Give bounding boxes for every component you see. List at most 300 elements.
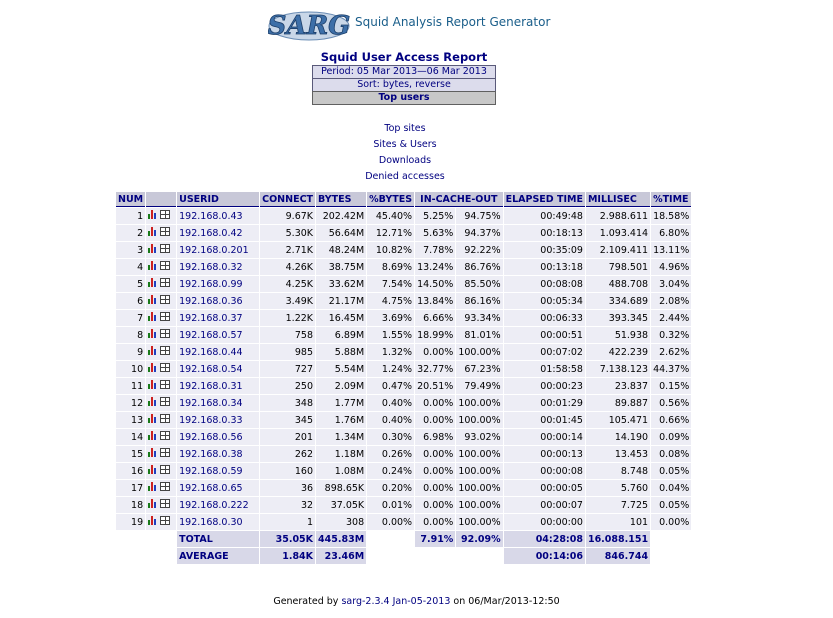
average-connect: 1.84K [260, 548, 315, 564]
row-elapsed: 00:49:48 [504, 208, 585, 224]
row-connect: 32 [260, 497, 315, 513]
row-userid[interactable] [177, 361, 259, 377]
row-in-cache: 0.00% [415, 412, 455, 428]
row-elapsed: 00:01:45 [504, 412, 585, 428]
userid-link[interactable]: 192.168.0.43 [179, 210, 243, 222]
row-connect: 758 [260, 327, 315, 343]
graph-icon[interactable] [148, 210, 158, 219]
userid-link[interactable]: 192.168.0.34 [179, 397, 243, 409]
row-bytes: 56.64M [316, 225, 366, 241]
row-pct-bytes: 0.30% [367, 429, 414, 445]
row-millisec: 7.138.123 [586, 361, 650, 377]
row-icons [146, 480, 176, 496]
graph-icon[interactable] [148, 227, 158, 236]
link-top-sites[interactable]: Top sites [384, 123, 426, 134]
row-connect: 160 [260, 463, 315, 479]
table-row [116, 310, 691, 326]
time-report-icon[interactable] [160, 482, 170, 491]
row-pct-bytes: 0.47% [367, 378, 414, 394]
graph-icon[interactable] [148, 397, 158, 406]
table-row [116, 429, 691, 445]
row-pct-bytes: 10.82% [367, 242, 414, 258]
table-row [116, 395, 691, 411]
row-num: 19 [116, 514, 145, 530]
row-millisec: 13.453 [586, 446, 650, 462]
row-in-cache: 0.00% [415, 497, 455, 513]
graph-icon[interactable] [148, 278, 158, 287]
time-report-icon[interactable] [160, 380, 170, 389]
time-report-icon[interactable] [160, 363, 170, 372]
row-pct-bytes: 1.32% [367, 344, 414, 360]
row-bytes: 1.08M [316, 463, 366, 479]
row-pct-time: 0.00% [651, 514, 691, 530]
row-pct-bytes: 7.54% [367, 276, 414, 292]
row-userid[interactable] [177, 276, 259, 292]
row-userid[interactable] [177, 293, 259, 309]
table-row [116, 259, 691, 275]
row-elapsed: 00:18:13 [504, 225, 585, 241]
row-elapsed: 00:00:51 [504, 327, 585, 343]
row-icons [146, 463, 176, 479]
table-row [116, 276, 691, 292]
row-userid[interactable] [177, 378, 259, 394]
time-report-icon[interactable] [160, 346, 170, 355]
footer-prefix: Generated by [273, 596, 339, 607]
userid-link[interactable]: 192.168.0.99 [179, 278, 243, 290]
row-pct-bytes: 1.24% [367, 361, 414, 377]
row-pct-bytes: 45.40% [367, 208, 414, 224]
userid-link[interactable]: 192.168.0.37 [179, 312, 243, 324]
table-row [116, 497, 691, 513]
row-pct-time: 0.09% [651, 429, 691, 445]
row-userid[interactable] [177, 446, 259, 462]
row-pct-time: 0.56% [651, 395, 691, 411]
row-in-cache: 14.50% [415, 276, 455, 292]
row-elapsed: 00:00:00 [504, 514, 585, 530]
row-icons [146, 242, 176, 258]
total-out-cache: 92.09% [456, 531, 502, 547]
row-pct-bytes: 3.69% [367, 310, 414, 326]
row-millisec: 89.887 [586, 395, 650, 411]
table-row [116, 344, 691, 360]
row-pct-bytes: 8.69% [367, 259, 414, 275]
svg-text:SARG: SARG [268, 11, 350, 41]
row-in-cache: 0.00% [415, 463, 455, 479]
row-millisec: 393.345 [586, 310, 650, 326]
row-num: 17 [116, 480, 145, 496]
userid-link[interactable]: 192.168.0.65 [179, 482, 243, 494]
row-userid[interactable] [177, 497, 259, 513]
graph-icon[interactable] [148, 465, 158, 474]
row-num: 4 [116, 259, 145, 275]
row-icons [146, 310, 176, 326]
table-row [116, 208, 691, 224]
row-pct-time: 3.04% [651, 276, 691, 292]
row-pct-time: 0.05% [651, 497, 691, 513]
time-report-icon[interactable] [160, 312, 170, 321]
row-bytes: 16.45M [316, 310, 366, 326]
row-elapsed: 00:00:08 [504, 463, 585, 479]
row-pct-bytes: 0.00% [367, 514, 414, 530]
row-pct-time: 6.80% [651, 225, 691, 241]
userid-link[interactable]: 192.168.0.56 [179, 431, 243, 443]
row-in-cache: 6.98% [415, 429, 455, 445]
row-connect: 2.71K [260, 242, 315, 258]
table-row [116, 242, 691, 258]
row-num: 9 [116, 344, 145, 360]
row-in-cache: 0.00% [415, 446, 455, 462]
row-icons [146, 446, 176, 462]
row-out-cache: 100.00% [456, 446, 502, 462]
row-elapsed: 00:05:34 [504, 293, 585, 309]
row-userid[interactable] [177, 395, 259, 411]
row-pct-time: 13.11% [651, 242, 691, 258]
graph-icon[interactable] [148, 448, 158, 457]
total-label: TOTAL [177, 531, 259, 547]
time-report-icon[interactable] [160, 295, 170, 304]
total-elapsed: 04:28:08 [504, 531, 585, 547]
row-num: 15 [116, 446, 145, 462]
graph-icon[interactable] [148, 261, 158, 270]
table-row [116, 446, 691, 462]
row-out-cache: 100.00% [456, 514, 502, 530]
row-elapsed: 00:01:29 [504, 395, 585, 411]
row-pct-time: 4.96% [651, 259, 691, 275]
row-icons [146, 514, 176, 530]
time-report-icon[interactable] [160, 414, 170, 423]
row-out-cache: 92.22% [456, 242, 502, 258]
top-users-label: Top users [312, 91, 496, 105]
sarg-logo[interactable] [268, 6, 350, 42]
link-sites-users[interactable]: Sites & Users [373, 139, 437, 150]
row-out-cache: 67.23% [456, 361, 502, 377]
row-in-cache: 5.63% [415, 225, 455, 241]
footer-suffix: on 06/Mar/2013-12:50 [453, 596, 560, 607]
row-in-cache: 7.78% [415, 242, 455, 258]
row-elapsed: 00:08:08 [504, 276, 585, 292]
col-userid: USERID [177, 192, 259, 207]
row-icons [146, 276, 176, 292]
table-row [116, 225, 691, 241]
link-downloads[interactable]: Downloads [378, 155, 432, 166]
row-connect: 348 [260, 395, 315, 411]
row-pct-time: 44.37% [651, 361, 691, 377]
row-bytes: 48.24M [316, 242, 366, 258]
col-elapsed-time: ELAPSED TIME [504, 192, 585, 207]
row-num: 2 [116, 225, 145, 241]
row-icons [146, 412, 176, 428]
graph-icon[interactable] [148, 295, 158, 304]
userid-link[interactable]: 192.168.0.44 [179, 346, 243, 358]
total-bytes: 445.83M [316, 531, 366, 547]
footer [0, 596, 833, 607]
row-bytes: 21.17M [316, 293, 366, 309]
graph-icon[interactable] [148, 380, 158, 389]
row-millisec: 5.760 [586, 480, 650, 496]
userid-link[interactable]: 192.168.0.36 [179, 295, 243, 307]
userid-link[interactable]: 192.168.0.59 [179, 465, 243, 477]
row-connect: 1 [260, 514, 315, 530]
row-in-cache: 20.51% [415, 378, 455, 394]
average-label: AVERAGE [177, 548, 259, 564]
graph-icon[interactable] [148, 329, 158, 338]
row-in-cache: 0.00% [415, 480, 455, 496]
row-pct-time: 0.08% [651, 446, 691, 462]
row-pct-bytes: 0.40% [367, 412, 414, 428]
userid-link[interactable]: 192.168.0.42 [179, 227, 243, 239]
total-millisec: 16.088.151 [586, 531, 650, 547]
time-report-icon[interactable] [160, 516, 170, 525]
userid-link[interactable]: 192.168.0.33 [179, 414, 243, 426]
col-num: NUM [116, 192, 145, 207]
col-bytes: BYTES [316, 192, 366, 207]
footer-sarg-link[interactable]: sarg-2.3.4 Jan-05-2013 [341, 596, 451, 607]
row-userid[interactable] [177, 259, 259, 275]
row-userid[interactable] [177, 429, 259, 445]
row-out-cache: 79.49% [456, 378, 502, 394]
row-icons [146, 225, 176, 241]
time-report-icon[interactable] [160, 465, 170, 474]
row-num: 16 [116, 463, 145, 479]
time-report-icon[interactable] [160, 227, 170, 236]
time-report-icon[interactable] [160, 244, 170, 253]
row-in-cache: 13.84% [415, 293, 455, 309]
row-elapsed: 00:00:13 [504, 446, 585, 462]
row-elapsed: 00:00:07 [504, 497, 585, 513]
userid-link[interactable]: 192.168.0.222 [179, 499, 249, 511]
time-report-icon[interactable] [160, 210, 170, 219]
table-row [116, 378, 691, 394]
row-out-cache: 100.00% [456, 480, 502, 496]
graph-icon[interactable] [148, 312, 158, 321]
row-pct-bytes: 0.26% [367, 446, 414, 462]
row-userid[interactable] [177, 242, 259, 258]
row-connect: 727 [260, 361, 315, 377]
row-bytes: 5.54M [316, 361, 366, 377]
row-bytes: 33.62M [316, 276, 366, 292]
userid-link[interactable]: 192.168.0.57 [179, 329, 243, 341]
row-in-cache: 18.99% [415, 327, 455, 343]
col-in-cache-out: IN-CACHE-OUT [415, 192, 503, 207]
userid-link[interactable]: 192.168.0.54 [179, 363, 243, 375]
row-millisec: 105.471 [586, 412, 650, 428]
graph-icon[interactable] [148, 516, 158, 525]
row-connect: 345 [260, 412, 315, 428]
row-elapsed: 00:00:05 [504, 480, 585, 496]
col-millisec: MILLISEC [586, 192, 650, 207]
table-row [116, 327, 691, 343]
graph-icon[interactable] [148, 414, 158, 423]
graph-icon[interactable] [148, 244, 158, 253]
row-connect: 262 [260, 446, 315, 462]
row-out-cache: 100.00% [456, 344, 502, 360]
row-icons [146, 395, 176, 411]
row-icons [146, 378, 176, 394]
row-out-cache: 100.00% [456, 412, 502, 428]
average-elapsed: 00:14:06 [504, 548, 585, 564]
userid-link[interactable]: 192.168.0.38 [179, 448, 243, 460]
row-millisec: 422.239 [586, 344, 650, 360]
row-pct-time: 2.08% [651, 293, 691, 309]
row-bytes: 898.65K [316, 480, 366, 496]
row-icons [146, 293, 176, 309]
row-in-cache: 0.00% [415, 514, 455, 530]
row-num: 6 [116, 293, 145, 309]
row-connect: 201 [260, 429, 315, 445]
row-pct-time: 18.58% [651, 208, 691, 224]
row-connect: 36 [260, 480, 315, 496]
row-bytes: 1.76M [316, 412, 366, 428]
time-report-icon[interactable] [160, 431, 170, 440]
table-row [116, 463, 691, 479]
table-row [116, 361, 691, 377]
graph-icon[interactable] [148, 346, 158, 355]
row-elapsed: 01:58:58 [504, 361, 585, 377]
row-out-cache: 93.02% [456, 429, 502, 445]
row-icons [146, 327, 176, 343]
time-report-icon[interactable] [160, 499, 170, 508]
row-num: 14 [116, 429, 145, 445]
row-millisec: 7.725 [586, 497, 650, 513]
row-pct-time: 0.15% [651, 378, 691, 394]
row-num: 12 [116, 395, 145, 411]
row-out-cache: 86.76% [456, 259, 502, 275]
row-millisec: 101 [586, 514, 650, 530]
col-icons [146, 192, 176, 207]
row-pct-bytes: 0.24% [367, 463, 414, 479]
row-out-cache: 94.75% [456, 208, 502, 224]
time-report-icon[interactable] [160, 278, 170, 287]
row-in-cache: 5.25% [415, 208, 455, 224]
row-millisec: 8.748 [586, 463, 650, 479]
row-bytes: 308 [316, 514, 366, 530]
row-icons [146, 497, 176, 513]
total-in-cache: 7.91% [415, 531, 455, 547]
row-millisec: 51.938 [586, 327, 650, 343]
report-title: Squid User Access Report [320, 50, 488, 64]
row-pct-bytes: 0.01% [367, 497, 414, 513]
col-pct-time: %TIME [651, 192, 691, 207]
table-row [116, 480, 691, 496]
graph-icon[interactable] [148, 499, 158, 508]
row-millisec: 488.708 [586, 276, 650, 292]
graph-icon[interactable] [148, 431, 158, 440]
row-elapsed: 00:00:14 [504, 429, 585, 445]
row-icons [146, 259, 176, 275]
row-userid[interactable] [177, 480, 259, 496]
time-report-icon[interactable] [160, 329, 170, 338]
average-millisec: 846.744 [586, 548, 650, 564]
row-out-cache: 100.00% [456, 395, 502, 411]
row-elapsed: 00:06:33 [504, 310, 585, 326]
row-in-cache: 0.00% [415, 395, 455, 411]
row-in-cache: 6.66% [415, 310, 455, 326]
row-pct-time: 0.04% [651, 480, 691, 496]
table-header-row [116, 192, 691, 207]
row-in-cache: 0.00% [415, 344, 455, 360]
time-report-icon[interactable] [160, 261, 170, 270]
row-bytes: 6.89M [316, 327, 366, 343]
row-num: 10 [116, 361, 145, 377]
row-millisec: 2.988.611 [586, 208, 650, 224]
sort-label: Sort: bytes, reverse [312, 78, 496, 92]
row-out-cache: 94.37% [456, 225, 502, 241]
row-bytes: 37.05K [316, 497, 366, 513]
row-millisec: 334.689 [586, 293, 650, 309]
row-num: 3 [116, 242, 145, 258]
app-name: Squid Analysis Report Generator [355, 15, 551, 29]
time-report-icon[interactable] [160, 397, 170, 406]
row-num: 18 [116, 497, 145, 513]
user-access-table [115, 191, 692, 565]
row-pct-time: 0.32% [651, 327, 691, 343]
row-bytes: 1.34M [316, 429, 366, 445]
row-out-cache: 81.01% [456, 327, 502, 343]
row-num: 11 [116, 378, 145, 394]
row-millisec: 798.501 [586, 259, 650, 275]
row-pct-bytes: 4.75% [367, 293, 414, 309]
row-userid[interactable] [177, 463, 259, 479]
row-connect: 4.26K [260, 259, 315, 275]
table-row [116, 293, 691, 309]
row-num: 7 [116, 310, 145, 326]
graph-icon[interactable] [148, 482, 158, 491]
row-connect: 250 [260, 378, 315, 394]
row-connect: 9.67K [260, 208, 315, 224]
row-in-cache: 13.24% [415, 259, 455, 275]
userid-link[interactable]: 192.168.0.32 [179, 261, 243, 273]
row-pct-bytes: 0.40% [367, 395, 414, 411]
userid-link[interactable]: 192.168.0.31 [179, 380, 243, 392]
row-millisec: 14.190 [586, 429, 650, 445]
row-icons [146, 361, 176, 377]
row-userid[interactable] [177, 208, 259, 224]
userid-link[interactable]: 192.168.0.201 [179, 244, 249, 256]
row-elapsed: 00:00:23 [504, 378, 585, 394]
userid-link[interactable]: 192.168.0.30 [179, 516, 243, 528]
time-report-icon[interactable] [160, 448, 170, 457]
row-out-cache: 100.00% [456, 463, 502, 479]
col-connect: CONNECT [260, 192, 315, 207]
total-connect: 35.05K [260, 531, 315, 547]
average-row [116, 548, 691, 564]
graph-icon[interactable] [148, 363, 158, 372]
row-bytes: 1.18M [316, 446, 366, 462]
row-pct-time: 2.62% [651, 344, 691, 360]
row-elapsed: 00:35:09 [504, 242, 585, 258]
row-pct-bytes: 1.55% [367, 327, 414, 343]
link-denied-accesses[interactable]: Denied accesses [365, 171, 445, 182]
row-pct-bytes: 0.20% [367, 480, 414, 496]
row-connect: 3.49K [260, 293, 315, 309]
row-userid[interactable] [177, 225, 259, 241]
row-connect: 1.22K [260, 310, 315, 326]
table-row [116, 412, 691, 428]
row-userid[interactable] [177, 514, 259, 530]
row-num: 5 [116, 276, 145, 292]
row-userid[interactable] [177, 344, 259, 360]
row-pct-bytes: 12.71% [367, 225, 414, 241]
row-userid[interactable] [177, 327, 259, 343]
row-pct-time: 0.66% [651, 412, 691, 428]
row-out-cache: 93.34% [456, 310, 502, 326]
row-userid[interactable] [177, 412, 259, 428]
row-userid[interactable] [177, 310, 259, 326]
average-bytes: 23.46M [316, 548, 366, 564]
row-in-cache: 32.77% [415, 361, 455, 377]
row-millisec: 1.093.414 [586, 225, 650, 241]
row-bytes: 5.88M [316, 344, 366, 360]
